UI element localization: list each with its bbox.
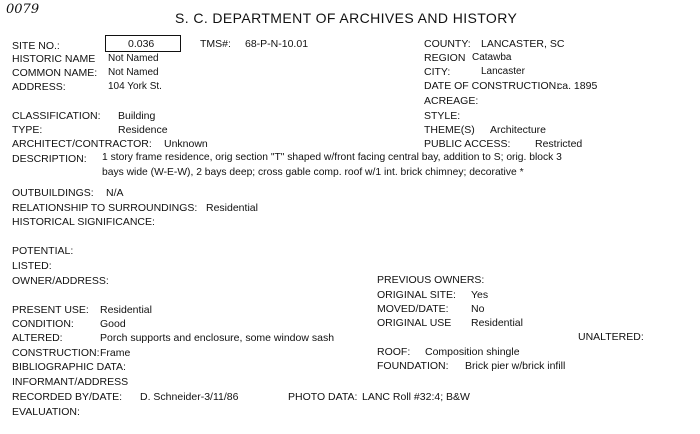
outbuildings-value: N/A (106, 187, 124, 199)
description-line-2: bays wide (W-E-W), 2 bays deep; cross gable comp. roof w/1 int. brick chimney; decorative * (102, 167, 524, 178)
recorded-label: RECORDED BY/DATE: (12, 391, 123, 403)
date-value: ca. 1895 (557, 80, 598, 92)
foundation-value: Brick pier w/brick infill (465, 360, 566, 372)
listed-label: LISTED: (12, 260, 52, 272)
owner-label: OWNER/ADDRESS: (12, 275, 109, 287)
city-value: Lancaster (481, 66, 525, 77)
city-label: CITY: (424, 66, 451, 78)
condition-value: Good (100, 318, 126, 330)
classification-label: CLASSIFICATION: (12, 110, 101, 122)
condition-label: CONDITION: (12, 318, 74, 330)
present-use-value: Residential (100, 304, 152, 316)
original-site-label: ORIGINAL SITE: (377, 289, 456, 301)
original-use-label: ORIGINAL USE (377, 317, 452, 329)
type-label: TYPE: (12, 124, 43, 136)
altered-value: Porch supports and enclosure, some window sash (100, 332, 335, 344)
form-title: S. C. DEPARTMENT OF ARCHIVES AND HISTORY (175, 10, 518, 26)
original-site-value: Yes (471, 289, 489, 301)
altered-label: ALTERED: (12, 332, 63, 344)
region-value: Catawba (472, 52, 512, 63)
common-name-value: Not Named (108, 67, 159, 78)
region-label: REGION (424, 52, 466, 64)
significance-label: HISTORICAL SIGNIFICANCE: (12, 216, 155, 228)
recorded-value: D. Schneider-3/11/86 (140, 391, 239, 403)
construction-label: CONSTRUCTION: (12, 347, 100, 359)
moved-value: No (471, 303, 485, 315)
historic-name-value: Not Named (108, 53, 159, 64)
bibliographic-label: BIBLIOGRAPHIC DATA: (12, 361, 126, 373)
date-label: DATE OF CONSTRUCTION: (424, 80, 560, 92)
original-use-value: Residential (471, 317, 523, 329)
photo-value: LANC Roll #32:4; B&W (362, 391, 470, 403)
moved-label: MOVED/DATE: (377, 303, 449, 315)
historic-name-label: HISTORIC NAME (12, 53, 96, 65)
architect-label: ARCHITECT/CONTRACTOR: (12, 138, 152, 150)
architect-value: Unknown (164, 138, 208, 150)
address-label: ADDRESS: (12, 81, 66, 93)
roof-value: Composition shingle (425, 346, 520, 358)
unaltered-label: UNALTERED: (578, 331, 644, 343)
outbuildings-label: OUTBUILDINGS: (12, 187, 94, 199)
description-line-1: 1 story frame residence, orig section "T" shaped w/front facing central bay, addition to S; orig. block 3 (102, 152, 562, 163)
common-name-label: COMMON NAME: (12, 67, 98, 79)
tms-value: 68-P-N-10.01 (245, 38, 309, 50)
description-label: DESCRIPTION: (12, 153, 87, 165)
tms-label: TMS#: (200, 38, 231, 50)
type-value: Residence (118, 124, 168, 136)
construction-value: Frame (100, 347, 131, 359)
form-number: 0079 (6, 2, 40, 17)
county-value: LANCASTER, SC (481, 38, 565, 50)
address-value: 104 York St. (108, 81, 162, 92)
public-access-label: PUBLIC ACCESS: (424, 138, 511, 150)
roof-label: ROOF: (377, 346, 411, 358)
themes-value: Architecture (490, 124, 547, 136)
themes-label: THEME(S) (424, 124, 475, 136)
informant-label: INFORMANT/ADDRESS (12, 376, 129, 388)
foundation-label: FOUNDATION: (377, 360, 449, 372)
potential-label: POTENTIAL: (12, 245, 74, 257)
site-no-value: 0.036 (128, 38, 155, 50)
county-label: COUNTY: (424, 38, 471, 50)
acreage-label: ACREAGE: (424, 95, 479, 107)
public-access-value: Restricted (535, 138, 583, 150)
site-no-label: SITE NO.: (12, 40, 60, 52)
evaluation-label: EVALUATION: (12, 406, 80, 418)
relationship-label: RELATIONSHIP TO SURROUNDINGS: (12, 202, 198, 214)
present-use-label: PRESENT USE: (12, 304, 89, 316)
previous-owners-label: PREVIOUS OWNERS: (377, 274, 485, 286)
style-label: STYLE: (424, 110, 461, 122)
photo-label: PHOTO DATA: (288, 391, 358, 403)
relationship-value: Residential (206, 202, 258, 214)
classification-value: Building (118, 110, 156, 122)
